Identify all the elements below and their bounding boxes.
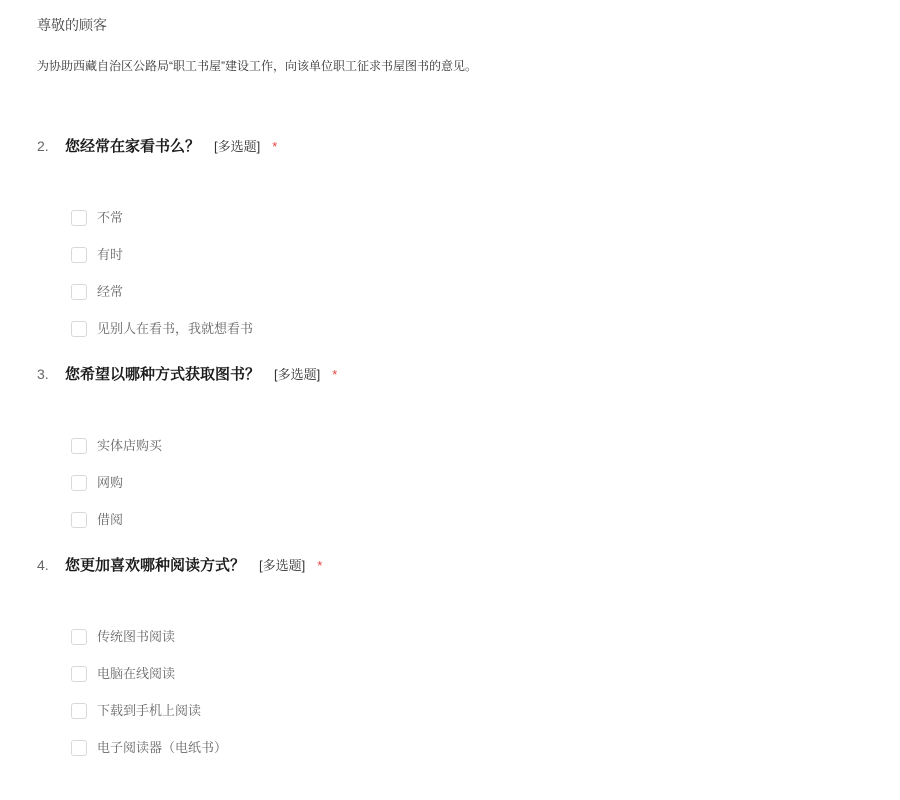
option-list bbox=[37, 628, 860, 756]
question-4 bbox=[37, 556, 860, 756]
question-3 bbox=[37, 365, 860, 528]
option-row[interactable] bbox=[71, 665, 860, 682]
checkbox-icon[interactable] bbox=[71, 703, 87, 719]
intro-description: 为协助西藏自治区公路局“职工书屋”建设工作，向该单位职工征求书屋图书的意见。 bbox=[37, 59, 477, 73]
option-label[interactable]: 电脑在线阅读 bbox=[97, 666, 176, 681]
question-number: 3. bbox=[37, 366, 49, 382]
option-row[interactable] bbox=[71, 628, 860, 645]
checkbox-icon[interactable] bbox=[71, 512, 87, 528]
checkbox-icon[interactable] bbox=[71, 666, 87, 682]
option-list bbox=[37, 437, 860, 528]
option-label[interactable]: 实体店购买 bbox=[97, 438, 163, 453]
question-title: 您希望以哪种方式获取图书？ bbox=[65, 366, 261, 383]
required-asterisk-icon: * bbox=[272, 139, 278, 154]
option-row[interactable] bbox=[71, 702, 860, 719]
intro-greeting: 尊敬的顾客 bbox=[37, 17, 107, 33]
option-row[interactable] bbox=[71, 283, 860, 300]
option-list bbox=[37, 209, 860, 337]
option-row[interactable] bbox=[71, 474, 860, 491]
option-row[interactable] bbox=[71, 437, 860, 454]
survey-intro bbox=[37, 18, 860, 73]
required-asterisk-icon: * bbox=[332, 367, 338, 382]
checkbox-icon[interactable] bbox=[71, 284, 87, 300]
option-row[interactable] bbox=[71, 739, 860, 756]
question-type-label: [多选题] bbox=[214, 139, 261, 154]
option-label[interactable]: 有时 bbox=[97, 247, 124, 262]
checkbox-icon[interactable] bbox=[71, 475, 87, 491]
question-list bbox=[37, 137, 860, 756]
option-label[interactable]: 见别人在看书，我就想看书 bbox=[97, 321, 254, 336]
question-number: 4. bbox=[37, 557, 49, 573]
question-number: 2. bbox=[37, 138, 49, 154]
option-label[interactable]: 电子阅读器（电纸书） bbox=[97, 740, 228, 755]
checkbox-icon[interactable] bbox=[71, 629, 87, 645]
question-header bbox=[37, 137, 860, 155]
question-type-label: [多选题] bbox=[259, 558, 306, 573]
question-title: 您更加喜欢哪种阅读方式？ bbox=[65, 557, 246, 574]
option-row[interactable] bbox=[71, 511, 860, 528]
option-label[interactable]: 网购 bbox=[97, 475, 124, 490]
question-title: 您经常在家看书么？ bbox=[65, 138, 201, 155]
question-header bbox=[37, 365, 860, 383]
question-type-label: [多选题] bbox=[274, 367, 321, 382]
question-header bbox=[37, 556, 860, 574]
option-label[interactable]: 不常 bbox=[97, 210, 124, 225]
checkbox-icon[interactable] bbox=[71, 438, 87, 454]
option-label[interactable]: 传统图书阅读 bbox=[97, 629, 176, 644]
option-row[interactable] bbox=[71, 246, 860, 263]
option-row[interactable] bbox=[71, 209, 860, 226]
required-asterisk-icon: * bbox=[317, 558, 323, 573]
checkbox-icon[interactable] bbox=[71, 247, 87, 263]
question-2 bbox=[37, 137, 860, 337]
checkbox-icon[interactable] bbox=[71, 321, 87, 337]
option-label[interactable]: 下载到手机上阅读 bbox=[97, 703, 202, 718]
checkbox-icon[interactable] bbox=[71, 210, 87, 226]
option-label[interactable]: 经常 bbox=[97, 284, 124, 299]
checkbox-icon[interactable] bbox=[71, 740, 87, 756]
option-label[interactable]: 借阅 bbox=[97, 512, 124, 527]
option-row[interactable] bbox=[71, 320, 860, 337]
